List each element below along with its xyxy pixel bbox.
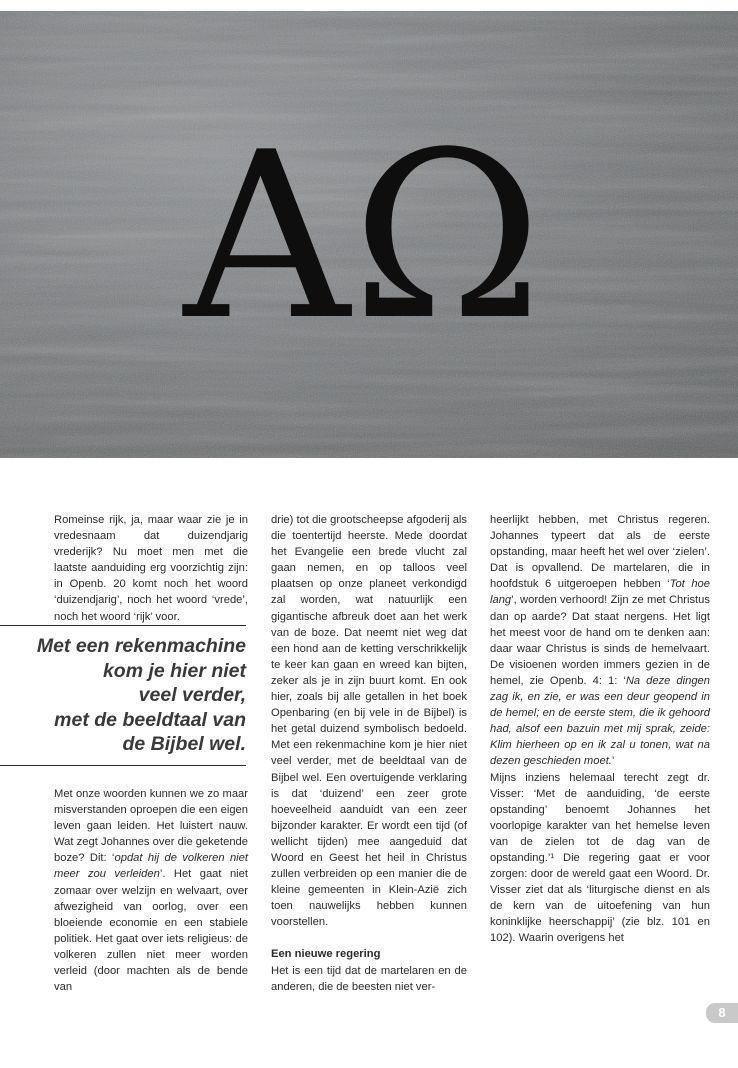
paragraph: drie) tot die grootscheepse afgoderij als die toentertijd heerste. Mede doordat het Evangelie een brede vlucht zal gaan nemen, en op talloos veel plaatsen op onze planeet verkondigd zal worden, wat natuurlijk een gigantische afbreuk doet aan het werk van de boze. Dat neemt niet weg dat een hond aan de ketting verschrikkelijk te keer kan gaan en wreed kan bijten, zeker als je in zijn buurt komt. En ook hier, zoals bij alle getallen in het boek Openbaring (en bij vele in de Bijbel) is het getal duizend symbolisch bedoeld. Met een rekenmachine kom je hier niet veel verder, met de beeldtaal van de Bijbel wel. Een overtuigende verklaring is dat ‘duizend’ een zeer grote hoeveelheid aanduidt van een zeer bijzonder karakter. Er wordt een tijd (of wellicht tijden) mee aangeduid dat Woord en Geest het heil in Christus zullen verbreiden op een manier die de kleine gemeenten in Klein-Azië zich toen nauwelijks hebben kunnen voorstellen. xyxy=(271,514,467,929)
stone-texture xyxy=(0,11,738,458)
quote-italic: Na deze dingen zag ik, en zie, er was een deur geopend in de hemel; en de eerste stem, die ik gehoord had, alsof een bazuin met mij sprak, zeide: Klim hierheen op en ik zal u tonen, wat na dezen geschieden moet. xyxy=(490,674,711,768)
paragraph xyxy=(490,512,710,770)
column-1-top xyxy=(54,512,248,625)
column-1-bottom xyxy=(54,786,248,995)
hero-image xyxy=(0,11,738,458)
pull-quote-line: veel verder, xyxy=(138,684,246,707)
pull-quote-line: kom je hier niet xyxy=(102,659,246,682)
pull-quote-text xyxy=(0,634,246,757)
pull-quote-line: met de beeldtaal van xyxy=(54,708,246,731)
paragraph: Romeinse rijk, ja, maar waar zie je in vredesnaam dat duizendjarig vrederijk? Nu moet men met die laatste aanduiding erg voorzichtig zijn: in Openb. 20 komt noch het woord ‘duizendjarig’, noch het woord ‘vrede’, noch het woord ‘rijk’ voor. xyxy=(54,514,248,623)
pull-quote-line: Met een rekenmachine xyxy=(36,635,246,657)
paragraph: Het is een tijd dat de martelaren en de anderen, die de beesten niet ver- xyxy=(271,964,467,993)
text: heerlijkt hebben, met Christus regeren. Johannes typeert dat als de eerste opstanding, maar heeft het wel over ‘zielen’. Dat is opvallend. De martelaren, die in hoofdstuk 6 uitgeroepen hebben ‘ xyxy=(490,514,710,591)
text: ’ xyxy=(611,755,615,768)
quote-italic: opdat hij de volkeren niet meer zou verleiden xyxy=(54,852,248,881)
page-number: 8 xyxy=(706,1003,738,1023)
column-3 xyxy=(490,512,710,947)
quote-italic: Tot hoe lang xyxy=(490,578,710,607)
pull-quote xyxy=(0,625,246,766)
alpha-omega-letters: AΩ xyxy=(183,104,545,371)
paragraph xyxy=(54,786,248,995)
text: Met onze woorden kunnen we zo maar misverstanden oproepen die een eigen leven gaan leiden. Het luistert nauw. Wat zegt Johannes over die geketende boze? Dit: ‘ xyxy=(54,788,248,865)
paragraph: Mijns inziens helemaal terecht zegt dr. Visser: ‘Met de aanduiding, ‘de eerste opstanding’ benoemt Johannes het voorlopige karakter van het hemelse leven van de zielen tot de dag van de opstanding.’¹ Die regering gaat er voor zorgen: door de wereld gaat een Woord. Dr. Visser ziet dat als ‘liturgische dienst en als de kern van de uitoefening van hun koninklijke heerschappij’ (zie blz. 101 en 102). Waarin overigens het xyxy=(490,771,710,945)
column-2 xyxy=(271,512,467,995)
text: ’. Het gaat niet zomaar over welzijn en welvaart, over afwezigheid van oorlog, over een bloeiende economie en een stabiele politiek. Het gaat over iets religieus: de volkeren zullen niet meer worden verleid (door machten als de bende van xyxy=(54,868,248,994)
pull-quote-line: de Bijbel wel. xyxy=(122,733,246,756)
section-heading: Een nieuwe regering xyxy=(271,948,381,961)
text: ’, worden verhoord! Zijn ze met Christus dan op aarde? Dat staat nergens. Het ligt het meest voor de hand om te denken aan: daar waar Christus is sinds de hemelvaart. De visioenen worden immers gezien in de hemel, zie Openb. 4: 1: ‘ xyxy=(490,594,710,687)
